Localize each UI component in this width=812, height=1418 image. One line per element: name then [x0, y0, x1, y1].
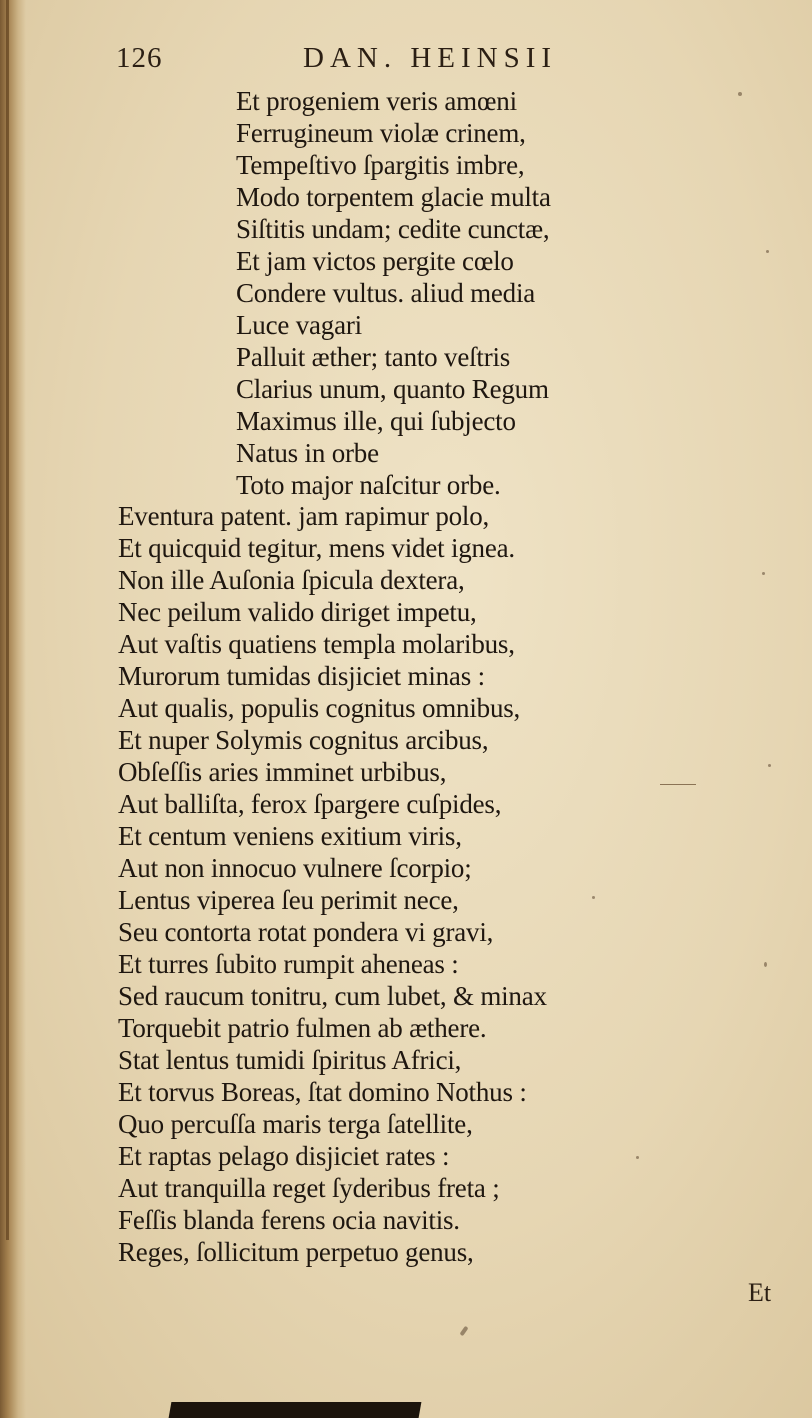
verse-line: Aut non innocuo vulnere ſcorpio;	[118, 853, 472, 883]
verse-line: Clarius unum, quanto Regum	[236, 374, 549, 404]
verse-line: Et nuper Solymis cognitus arcibus,	[118, 725, 489, 755]
verse-line: Natus in orbe	[236, 438, 379, 468]
verse-line: Palluit æther; tanto veſtris	[236, 342, 511, 372]
verse-line: Tempeſtivo ſpargitis imbre,	[236, 150, 525, 180]
paper-speck	[766, 250, 769, 253]
verse-line: Nec peilum valido diriget impetu,	[118, 597, 477, 627]
verse-line: Luce vagari	[236, 310, 362, 340]
verse-line: Et raptas pelago disjiciet rates :	[118, 1141, 450, 1171]
verse-line: Torquebit patrio fulmen ab æthere.	[118, 1013, 487, 1043]
verse-line: Murorum tumidas disjiciet minas :	[118, 661, 485, 691]
running-head: DAN. HEINSII	[303, 42, 558, 74]
verse-line: Et centum veniens exitium viris,	[118, 821, 462, 851]
verse-line: Aut qualis, populis cognitus omnibus,	[118, 693, 521, 723]
verse-line: Et quicquid tegitur, mens videt ignea.	[118, 533, 515, 563]
verse-line: Aut vaſtis quatiens templa molaribus,	[118, 629, 515, 659]
verse-line: Eventura patent. jam rapimur polo,	[118, 501, 490, 531]
paper-speck	[592, 896, 595, 899]
verse-line: Quo percuſſa maris terga ſatellite,	[118, 1109, 473, 1139]
paper-speck	[762, 572, 765, 575]
verse-line: Stat lentus tumidi ſpiritus Africi,	[118, 1045, 462, 1075]
page-number: 126	[116, 42, 163, 74]
verse-line: Aut tranquilla reget ſyderibus freta ;	[118, 1173, 500, 1203]
verse-line: Siſtitis undam; cedite cunctæ,	[236, 214, 550, 244]
main-verse-block	[118, 500, 547, 1268]
verse-line: Et torvus Boreas, ſtat domino Nothus :	[118, 1077, 527, 1107]
verse-line: Toto major naſcitur orbe.	[236, 470, 501, 500]
paper-speck	[459, 1326, 468, 1336]
verse-line: Et jam victos pergite cœlo	[236, 246, 514, 276]
indented-stanza	[236, 85, 551, 501]
gutter-shadow	[0, 0, 26, 1418]
gutter-binding-line	[6, 0, 9, 1240]
verse-line: Et turres ſubito rumpit aheneas :	[118, 949, 459, 979]
verse-line: Seu contorta rotat pondera vi gravi,	[118, 917, 494, 947]
stray-rule-mark	[660, 784, 696, 785]
verse-line: Reges, ſollicitum perpetuo genus,	[118, 1237, 474, 1267]
bottom-edge-mark	[169, 1402, 422, 1418]
paper-speck	[636, 1156, 639, 1159]
paper-speck	[764, 962, 767, 967]
verse-line: Et progeniem veris amœni	[236, 86, 517, 116]
verse-line: Aut balliſta, ferox ſpargere cuſpides,	[118, 789, 502, 819]
verse-line: Sed raucum tonitru, cum lubet, & minax	[118, 981, 547, 1011]
verse-line: Feſſis blanda ferens ocia navitis.	[118, 1205, 460, 1235]
verse-line: Condere vultus. aliud media	[236, 278, 536, 308]
verse-line: Modo torpentem glacie multa	[236, 182, 551, 212]
verse-line: Maximus ille, qui ſubjecto	[236, 406, 516, 436]
verse-line: Obſeſſis aries imminet urbibus,	[118, 757, 447, 787]
page-header	[0, 42, 812, 82]
paper-speck	[738, 92, 742, 96]
catchword: Et	[748, 1278, 772, 1307]
verse-line: Ferrugineum violæ crinem,	[236, 118, 526, 148]
verse-line: Non ille Auſonia ſpicula dextera,	[118, 565, 465, 595]
paper-speck	[768, 764, 771, 767]
verse-line: Lentus viperea ſeu perimit nece,	[118, 885, 459, 915]
